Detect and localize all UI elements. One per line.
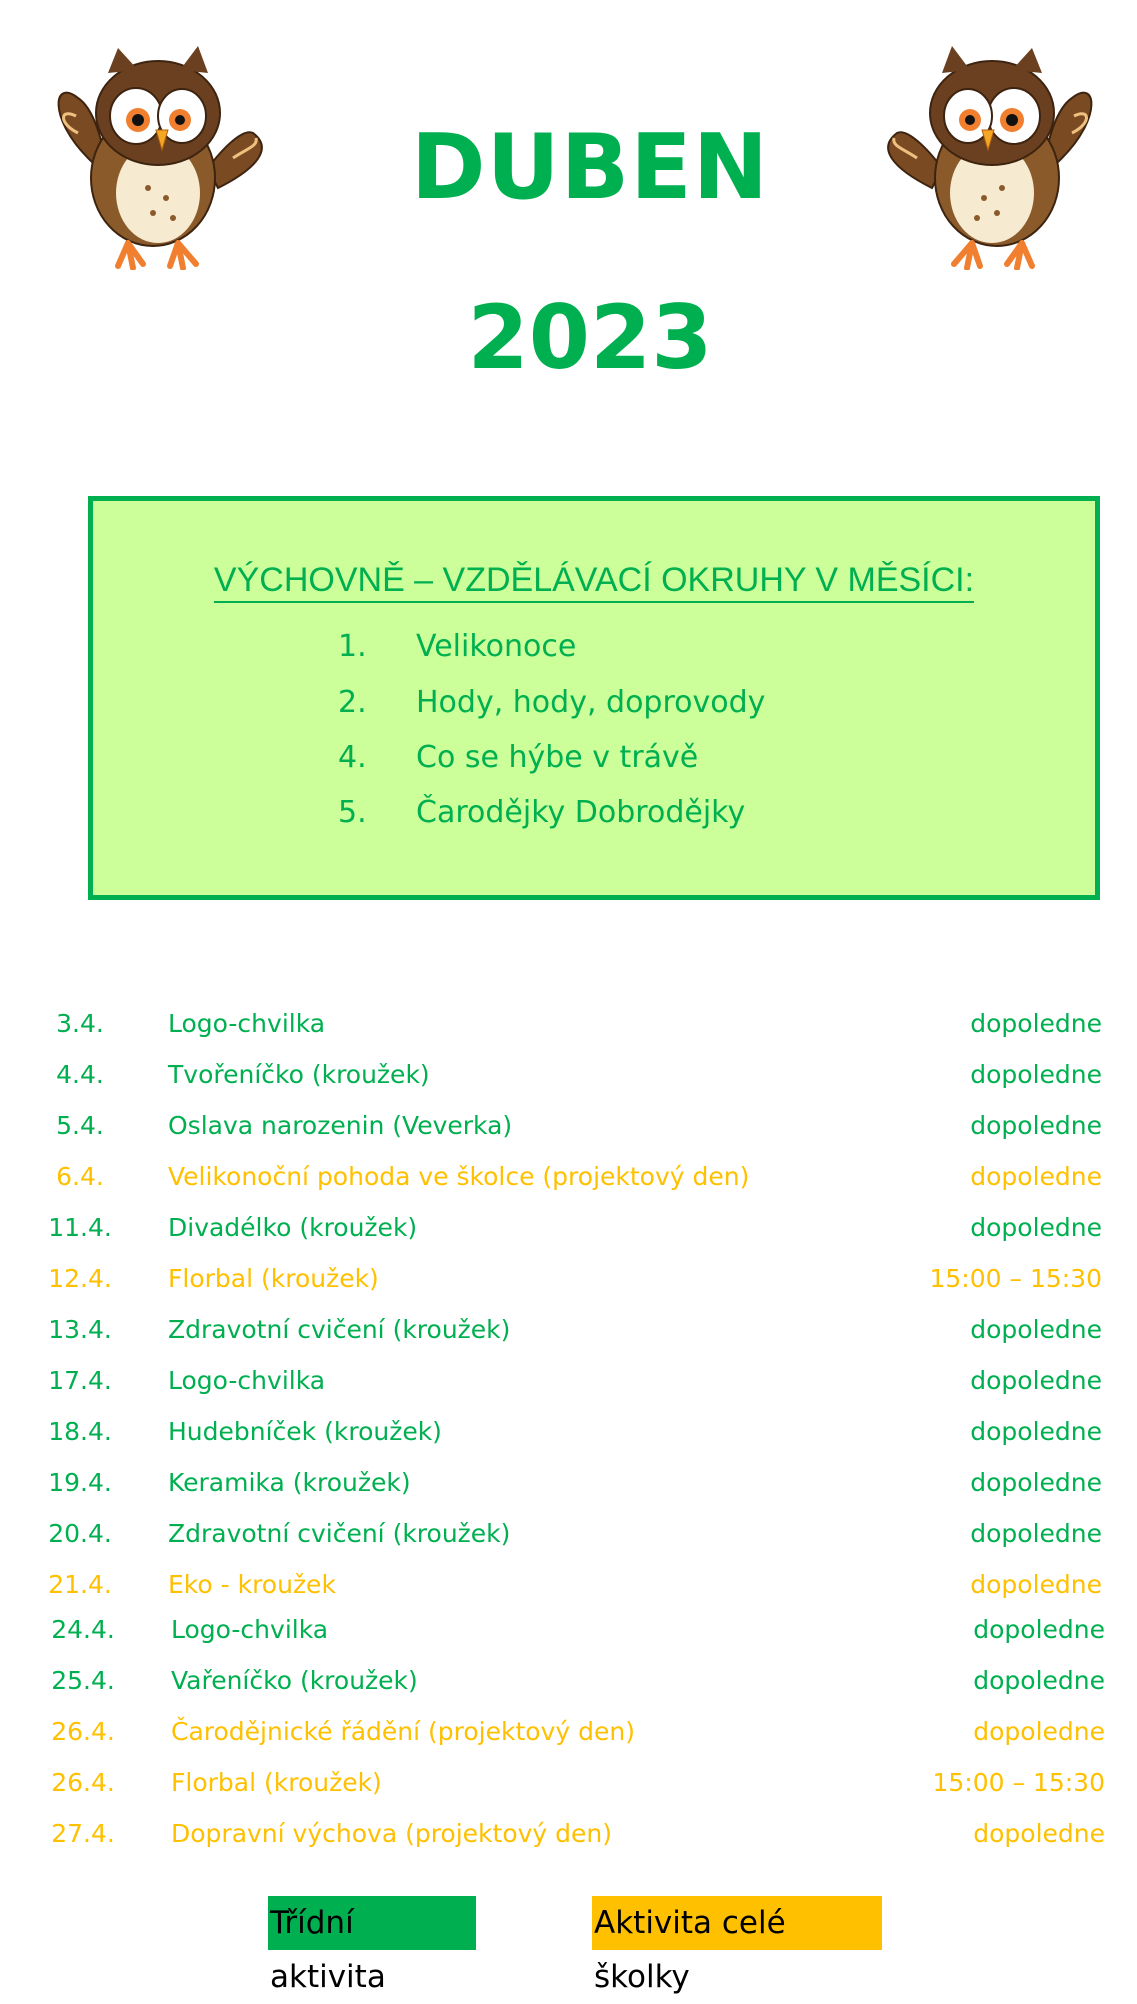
event-name: Zdravotní cvičení (kroužek) — [168, 1315, 511, 1344]
event-date: 25.4. — [51, 1666, 115, 1695]
topics-heading-text: VÝCHOVNĚ – VZDĚLÁVACÍ OKRUHY V MĚSÍCI: — [214, 561, 974, 603]
event-date: 19.4. — [48, 1468, 112, 1497]
event-time: dopoledne — [970, 1162, 1102, 1191]
topic-label: Co se hýbe v trávě — [416, 740, 699, 775]
event-time: dopoledne — [970, 1570, 1102, 1599]
legend-school-activity: Aktivita celé školky — [592, 1896, 882, 1950]
topic-number: 5. — [338, 795, 367, 830]
event-time: dopoledne — [970, 1213, 1102, 1242]
topic-label: Čarodějky Dobrodějky — [416, 795, 746, 830]
event-date: 26.4. — [51, 1768, 115, 1797]
event-date: 17.4. — [48, 1366, 112, 1395]
topic-item — [338, 740, 698, 775]
event-time: dopoledne — [970, 1366, 1102, 1395]
event-name: Logo-chvilka — [171, 1615, 329, 1644]
event-time: dopoledne — [973, 1666, 1105, 1695]
event-time: dopoledne — [970, 1468, 1102, 1497]
topic-number: 1. — [338, 629, 367, 664]
topic-number: 2. — [338, 685, 367, 720]
topics-box — [88, 496, 1100, 900]
topic-item — [338, 685, 765, 720]
topic-item — [338, 629, 576, 664]
topic-label: Hody, hody, doprovody — [416, 685, 766, 720]
event-name: Tvořeníčko (kroužek) — [168, 1060, 430, 1089]
event-date: 24.4. — [51, 1615, 115, 1644]
event-time: dopoledne — [970, 1111, 1102, 1140]
event-time: dopoledne — [970, 1519, 1102, 1548]
event-date: 18.4. — [48, 1417, 112, 1446]
event-date: 5.4. — [56, 1111, 104, 1140]
event-date: 6.4. — [56, 1162, 104, 1191]
event-date: 13.4. — [48, 1315, 112, 1344]
event-time: 15:00 – 15:30 — [932, 1768, 1105, 1797]
event-date: 3.4. — [56, 1009, 104, 1038]
legend-class-activity: Třídní aktivita — [268, 1896, 476, 1950]
event-date: 4.4. — [56, 1060, 104, 1089]
topic-label: Velikonoce — [416, 629, 577, 664]
event-name: Florbal (kroužek) — [168, 1264, 379, 1293]
event-name: Florbal (kroužek) — [171, 1768, 382, 1797]
event-name: Zdravotní cvičení (kroužek) — [168, 1519, 511, 1548]
event-name: Čarodějnické řádění (projektový den) — [171, 1717, 635, 1746]
event-time: 15:00 – 15:30 — [929, 1264, 1102, 1293]
event-time: dopoledne — [970, 1417, 1102, 1446]
topic-number: 4. — [338, 740, 367, 775]
event-time: dopoledne — [970, 1009, 1102, 1038]
event-date: 27.4. — [51, 1819, 115, 1848]
event-time: dopoledne — [970, 1315, 1102, 1344]
event-name: Vařeníčko (kroužek) — [171, 1666, 418, 1695]
topic-item — [338, 795, 745, 830]
event-time: dopoledne — [973, 1819, 1105, 1848]
event-name: Eko - kroužek — [168, 1570, 336, 1599]
event-time: dopoledne — [970, 1060, 1102, 1089]
topics-heading — [93, 561, 1095, 600]
event-name: Divadélko (kroužek) — [168, 1213, 418, 1242]
event-date: 26.4. — [51, 1717, 115, 1746]
event-time: dopoledne — [973, 1615, 1105, 1644]
event-name: Dopravní výchova (projektový den) — [171, 1819, 613, 1848]
event-name: Velikonoční pohoda ve školce (projektový den) — [168, 1162, 750, 1191]
event-name: Hudebníček (kroužek) — [168, 1417, 442, 1446]
event-name: Logo-chvilka — [168, 1366, 326, 1395]
event-time: dopoledne — [973, 1717, 1105, 1746]
event-name: Oslava narozenin (Veverka) — [168, 1111, 513, 1140]
month-title: DUBEN — [410, 115, 770, 220]
event-name: Logo-chvilka — [168, 1009, 326, 1038]
event-date: 21.4. — [48, 1570, 112, 1599]
event-name: Keramika (kroužek) — [168, 1468, 411, 1497]
event-date: 20.4. — [48, 1519, 112, 1548]
event-date: 11.4. — [48, 1213, 112, 1242]
event-date: 12.4. — [48, 1264, 112, 1293]
year-title: 2023 — [467, 286, 713, 389]
